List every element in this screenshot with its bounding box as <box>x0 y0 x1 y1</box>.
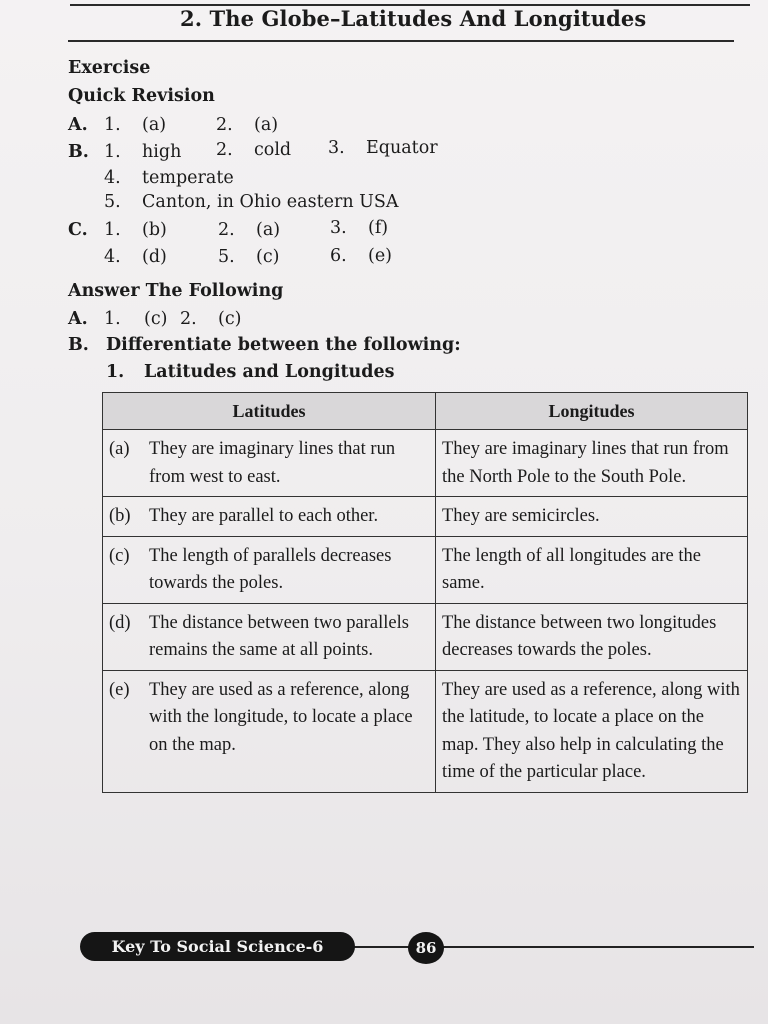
answer-following-heading: Answer The Following <box>68 281 284 301</box>
table-header-row <box>103 393 748 430</box>
af-a-num: 1. <box>104 309 121 329</box>
qr-a-label: A. <box>68 115 88 135</box>
chapter-title: 2. The Globe–Latitudes And Longitudes <box>180 6 647 31</box>
qr-c-ans: (a) <box>256 220 281 240</box>
qr-a-ans: (a) <box>254 115 279 135</box>
latitude-cell <box>103 497 436 537</box>
latitude-cell <box>103 603 436 670</box>
qr-a-num: 2. <box>216 115 233 135</box>
latitude-cell <box>103 670 436 792</box>
qr-c-ans: (f) <box>368 218 389 238</box>
af-a-label: A. <box>68 309 88 329</box>
book-title-badge: Key To Social Science-6 <box>80 932 355 961</box>
latitude-text: They are used as a reference, along with the longitude, to locate a place on the map. <box>149 679 413 755</box>
qr-b-ans: high <box>142 142 182 162</box>
qr-c-num: 1. <box>104 220 121 240</box>
latitude-text: They are imaginary lines that run from west to east. <box>149 439 396 487</box>
header-longitudes: Longitudes <box>436 393 748 430</box>
qr-b-label: B. <box>68 142 89 162</box>
longitude-cell: They are used as a reference, along with the latitude, to locate a place on the map. They also help in calculating the time of the particular place. <box>436 670 748 792</box>
qr-c-num: 3. <box>330 218 347 238</box>
footer-rule <box>350 946 410 948</box>
latitude-cell <box>103 536 436 603</box>
longitude-cell: They are imaginary lines that run from the North Pole to the South Pole. <box>436 430 748 497</box>
qr-a-ans: (a) <box>142 115 167 135</box>
longitude-cell: The length of all longitudes are the same. <box>436 536 748 603</box>
longitude-cell: The distance between two longitudes decreases towards the poles. <box>436 603 748 670</box>
row-label: (c) <box>109 545 130 566</box>
qr-a-num: 1. <box>104 115 121 135</box>
row-label: (b) <box>109 506 131 526</box>
latitude-text: The distance between two parallels remains the same at all points. <box>149 612 409 660</box>
qr-c-ans: (c) <box>256 247 280 267</box>
qr-c-ans: (e) <box>368 246 393 266</box>
exercise-heading: Exercise <box>68 58 151 78</box>
table-row <box>103 603 748 670</box>
qr-c-num: 4. <box>104 247 121 267</box>
qr-c-label: C. <box>68 220 88 240</box>
longitude-cell: They are semicircles. <box>436 497 748 537</box>
af-a-num: 2. <box>180 309 197 329</box>
row-label: (d) <box>109 612 131 633</box>
table-row <box>103 536 748 603</box>
qr-b-ans: Equator <box>366 138 438 158</box>
header-latitudes: Latitudes <box>103 393 436 430</box>
table-row <box>103 430 748 497</box>
af-b-label: B. <box>68 335 89 355</box>
qr-c-num: 2. <box>218 220 235 240</box>
qr-b-ans: temperate <box>142 168 234 188</box>
qr-b-num: 1. <box>104 142 121 162</box>
qr-c-num: 6. <box>330 246 347 266</box>
row-label: (e) <box>109 679 130 700</box>
af-b-sub-title: Latitudes and Longitudes <box>144 362 395 382</box>
qr-b-ans: cold <box>254 140 292 160</box>
qr-c-ans: (d) <box>142 247 167 267</box>
qr-b-num: 5. <box>104 192 121 212</box>
row-label: (a) <box>109 439 130 459</box>
page-number: 86 <box>408 932 444 964</box>
qr-b-ans: Canton, in Ohio eastern USA <box>142 192 399 212</box>
latitude-text: The length of parallels decreases towards the poles. <box>149 545 392 593</box>
af-a-ans: (c) <box>218 309 242 329</box>
table-row <box>103 497 748 537</box>
qr-b-num: 4. <box>104 168 121 188</box>
title-underline <box>68 40 734 42</box>
af-b-text: Differentiate between the following: <box>106 335 461 355</box>
table-row <box>103 670 748 792</box>
qr-b-num: 3. <box>328 138 345 158</box>
footer-rule <box>442 946 754 948</box>
qr-b-num: 2. <box>216 140 233 160</box>
qr-c-ans: (b) <box>142 220 167 240</box>
af-a-ans: (c) <box>144 309 168 329</box>
af-b-sub-num: 1. <box>106 362 125 382</box>
latitudes-longitudes-table <box>102 392 748 793</box>
qr-c-num: 5. <box>218 247 235 267</box>
latitude-text: They are parallel to each other. <box>149 506 379 526</box>
quick-revision-heading: Quick Revision <box>68 86 215 106</box>
latitude-cell <box>103 430 436 497</box>
